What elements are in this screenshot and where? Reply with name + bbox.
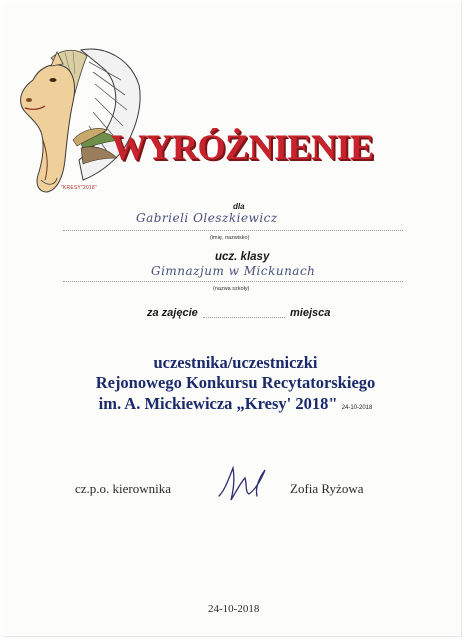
signature-icon — [215, 460, 273, 504]
recipient-line — [63, 230, 403, 231]
signer-name: Zofia Ryżowa — [290, 481, 364, 496]
place-prefix: za zajęcie — [147, 307, 198, 319]
description-line-3 — [43, 395, 428, 417]
recipient-name: Gabrieli Oleszkiewicz — [136, 211, 278, 225]
place-line — [203, 317, 285, 318]
pegasus-logo-icon — [11, 40, 151, 200]
name-hint: (imię, nazwisko) — [210, 235, 250, 241]
class-label: ucz. klasy — [215, 251, 270, 263]
school-name: Gimnazjum w Mickunach — [151, 264, 316, 278]
certificate-sheet — [3, 2, 462, 637]
description-line-1: uczestnika/uczestniczki — [153, 353, 318, 372]
description-line-2: Rejonowego Konkursu Recytatorskiego — [95, 373, 376, 392]
issue-date: 24-10-2018 — [208, 603, 260, 615]
place-suffix: miejsca — [290, 307, 331, 319]
school-hint: (nazwa szkoły) — [213, 286, 250, 292]
for-label: dla — [233, 202, 245, 211]
school-line — [63, 281, 403, 282]
signer-role: cz.p.o. kierownika — [75, 481, 172, 496]
logo-caption: "KRESY"2018" — [61, 185, 97, 191]
certificate-title: WYRÓŻNIENIE — [111, 127, 374, 167]
description-date: 24-10-2018 — [341, 405, 373, 411]
description-line-3-text: im. A. Mickiewicza „Kresy' 2018" — [98, 394, 338, 413]
